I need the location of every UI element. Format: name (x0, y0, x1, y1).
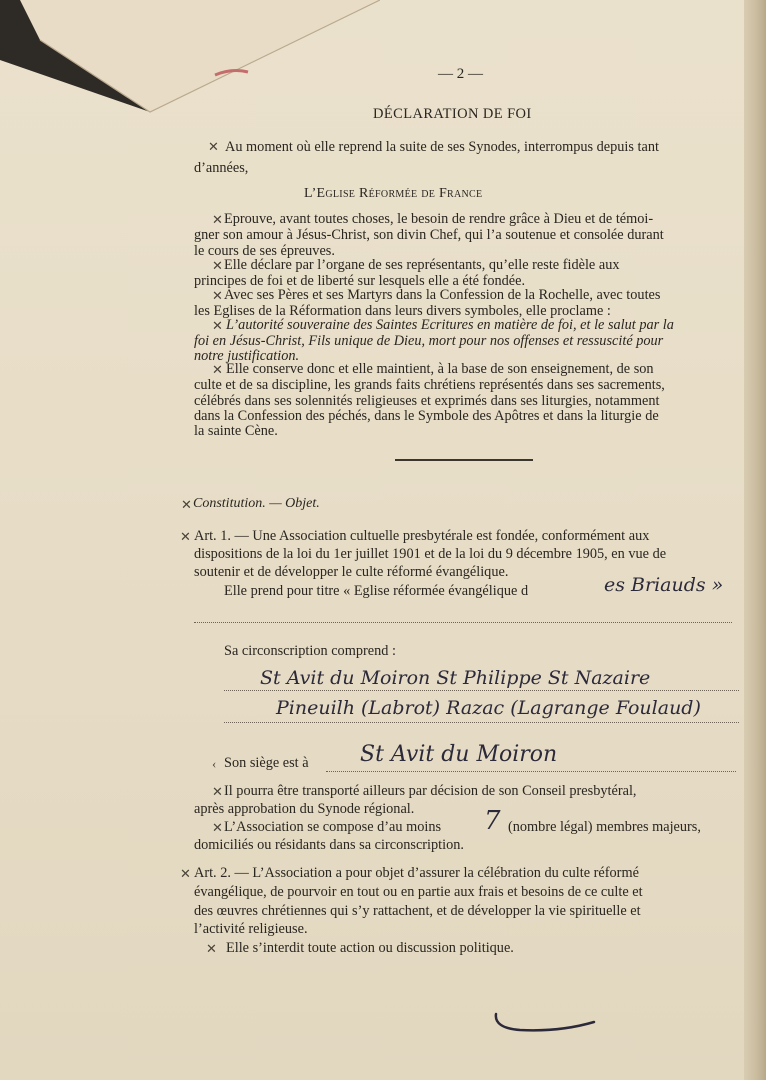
intro-line-1: Au moment où elle reprend la suite de ses Synodes, interrompus depuis tant (225, 139, 659, 155)
page-number: — 2 — (438, 66, 483, 82)
check-mark-icon: ✕ (212, 362, 223, 377)
p3-line-1: Avec ses Pères et ses Martyrs dans la Confession de la Rochelle, avec toutes (224, 287, 661, 303)
check-mark-icon: ✕ (206, 941, 217, 956)
p5-line-1: Elle conserve donc et elle maintient, à la base de son enseignement, de son (226, 361, 654, 377)
handwritten-members-count: 7 (484, 806, 501, 836)
check-mark-icon: ✕ (180, 529, 191, 544)
p4-line-3: notre justification. (194, 348, 300, 364)
title-line: Elle prend pour titre « Eglise réformée évangélique d (224, 583, 529, 599)
section-title: Constitution. — Objet. (193, 496, 320, 511)
dotted-line (224, 722, 739, 723)
declaration-title: DÉCLARATION DE FOI (373, 106, 532, 122)
transfer-line-2: après approbation du Synode régional. (194, 801, 415, 817)
circonscription-label: Sa circonscription comprend : (224, 643, 396, 659)
art2-line-2: évangélique, de pourvoir en tout ou en partie aux frais et besoins de ce culte et (194, 884, 643, 900)
handwritten-siege: St Avit du Moiron (360, 742, 558, 767)
p1-line-1: Eprouve, avant toutes choses, le besoin de rendre grâce à Dieu et de témoi- (224, 211, 654, 227)
check-mark-icon: ✕ (212, 318, 223, 333)
art2-line-1: Art. 2. — L’Association a pour objet d’assurer la célébration du culte réformé (194, 865, 639, 881)
p4-line-2: foi en Jésus-Christ, Fils unique de Dieu, mort pour nos offenses et ressuscité pour (194, 333, 664, 349)
p1-line-2: gner son amour à Jésus-Christ, son divin Chef, qui l’a soutenue et consolée durant (194, 227, 664, 243)
art1-line-1: Art. 1. — Une Association cultuelle presbytérale est fondée, conformément aux (194, 528, 650, 544)
check-mark-icon: ‹ (212, 756, 217, 771)
art1-line-2: dispositions de la loi du 1er juillet 1901 et de la loi du 9 décembre 1905, en vue de (194, 546, 667, 562)
p5-line-3: célébrés dans ses solennités religieuses et exprimés dans ses liturgies, notamment (194, 393, 660, 409)
page-edge (744, 0, 766, 1080)
art2-line-4: l’activité religieuse. (194, 921, 308, 937)
check-mark-icon: ✕ (212, 212, 223, 227)
p5-line-5: la sainte Cène. (194, 423, 278, 439)
check-mark-icon: ✕ (180, 866, 191, 881)
check-mark-icon: ✕ (212, 258, 223, 273)
handwritten-circonscription-2: Pineuilh (Labrot) Razac (Lagrange Foulaud) (276, 697, 701, 719)
p2-line-1: Elle déclare par l’organe de ses représentants, qu’elle reste fidèle aux (224, 257, 620, 273)
siege-label: Son siège est à (224, 755, 309, 771)
art1-line-3: soutenir et de développer le culte réformé évangélique. (194, 564, 509, 580)
transfer-line-1: Il pourra être transporté ailleurs par décision de son Conseil presbytéral, (224, 783, 637, 799)
members-line-2: domiciliés ou résidants dans sa circonscription. (194, 837, 464, 853)
art2-line-3: des œuvres chrétiennes qui s’y rattachent, et de développer la vie spirituelle et (194, 903, 641, 919)
members-line-1-after: (nombre légal) membres majeurs, (508, 819, 701, 835)
p2-line-2: principes de foi et de liberté sur lesquels elle a été fondée. (194, 273, 526, 289)
check-mark-icon: ✕ (212, 820, 223, 835)
section-divider (395, 459, 533, 461)
folded-corner (0, 0, 380, 120)
church-name: L’Eglise Réformée de France (304, 186, 483, 201)
handwritten-circonscription-1: St Avit du Moiron St Philippe St Nazaire (260, 667, 651, 689)
members-line-1-before: L’Association se compose d’au moins (224, 819, 442, 835)
check-mark-icon: ✕ (208, 139, 219, 154)
check-mark-icon: ✕ (212, 784, 223, 799)
p5-line-2: culte et de sa discipline, les grands faits chrétiens représentés dans ses sacrements, (194, 377, 665, 393)
politics-line: Elle s’interdit toute action ou discussion politique. (226, 940, 514, 956)
check-mark-icon: ✕ (212, 288, 223, 303)
handwritten-flourish (490, 1008, 600, 1036)
check-mark-icon: ✕ (181, 497, 192, 512)
p4-line-1: L’autorité souveraine des Saintes Ecritures en matière de foi, et le salut par la (226, 317, 674, 333)
p1-line-3: le cours de ses épreuves. (194, 243, 335, 259)
p5-line-4: dans la Confession des péchés, dans le Symbole des Apôtres et dans la liturgie de (194, 408, 659, 424)
dotted-line (194, 622, 732, 623)
dotted-line (326, 771, 736, 772)
handwritten-church-title: es Briauds » (604, 574, 724, 596)
dotted-line (224, 690, 739, 691)
intro-line-2: d’années, (194, 160, 249, 176)
p3-line-2: les Eglises de la Réformation dans leurs divers symboles, elle proclame : (194, 303, 611, 319)
